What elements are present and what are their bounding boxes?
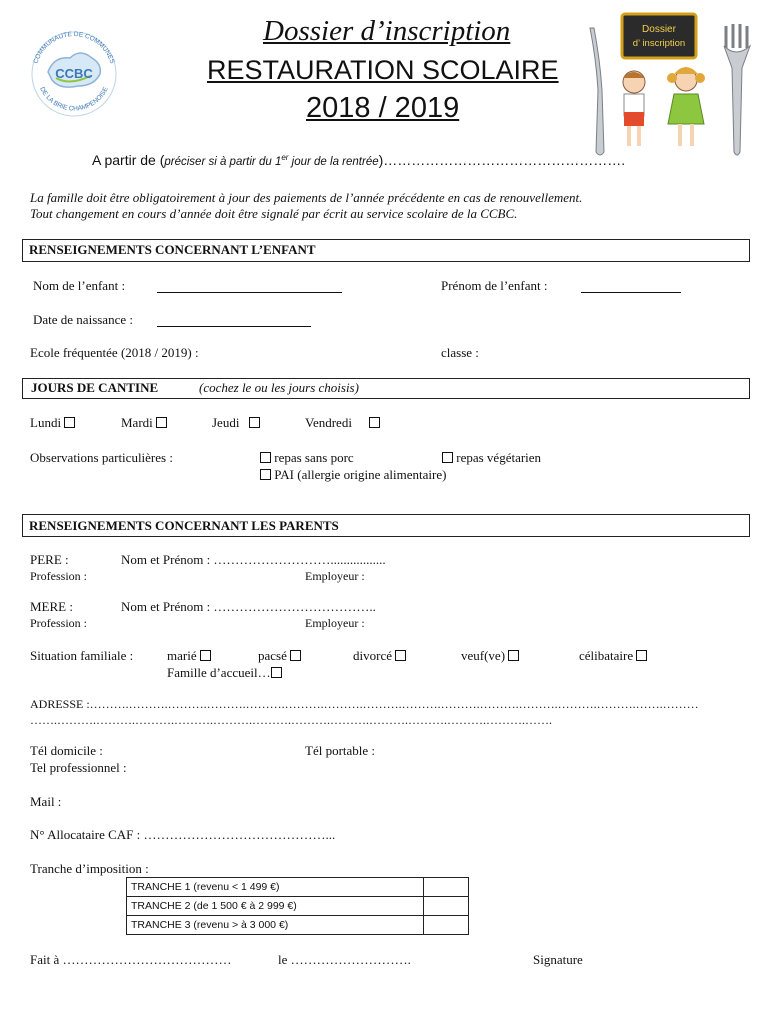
tranche-2-label: TRANCHE 2 (de 1 500 € à 2 999 €) <box>127 897 424 916</box>
badge-line1: Dossier <box>642 24 676 35</box>
situation-pacse-checkbox[interactable] <box>290 650 301 661</box>
caf-number-field[interactable]: N° Allocataire CAF : ……………………………………... <box>30 827 336 842</box>
mobile-phone-label: Tél portable : <box>305 743 376 758</box>
table-row <box>127 916 469 935</box>
opt-sans-porc: repas sans porc <box>260 450 354 466</box>
opt-vegetarien-checkbox[interactable] <box>442 452 453 463</box>
start-note: préciser si à partir du 1 <box>164 156 282 168</box>
mother-profession-label: Profession : <box>30 616 87 630</box>
situation-celibataire-checkbox[interactable] <box>636 650 647 661</box>
situation-divorce-checkbox[interactable] <box>395 650 406 661</box>
tax-bracket-label: Tranche d’imposition : <box>30 861 149 876</box>
situation-veuf-checkbox[interactable] <box>508 650 519 661</box>
mother-name-field[interactable]: Nom et Prénom : ……………………………….. <box>121 599 376 614</box>
cutlery-kids-illustration <box>578 8 758 160</box>
father-employer-label: Employeur : <box>305 569 365 583</box>
start-prefix: A partir de ( <box>92 152 165 168</box>
address-line-2[interactable]: …….……….……….……….……….……….……….……….……….……….……….……….……….……. <box>30 713 552 727</box>
child-firstname-label: Prénom de l’enfant : <box>441 278 548 293</box>
situation-divorce: divorcé <box>353 648 406 664</box>
child-class-label: classe : <box>441 345 479 360</box>
day-vendredi-checkbox[interactable] <box>369 417 380 428</box>
tranche-3-check[interactable] <box>424 916 469 935</box>
table-row <box>127 897 469 916</box>
signature-label: Signature <box>533 952 583 967</box>
father-label: PERE : <box>30 552 69 567</box>
cantine-section-header <box>22 378 750 399</box>
child-birthdate-field[interactable] <box>157 312 311 327</box>
opt-pai-checkbox[interactable] <box>260 469 271 480</box>
logo-center-text: CCBC <box>55 66 93 81</box>
situation-pacse: pacsé <box>258 648 301 664</box>
start-note-sup: er <box>281 153 289 163</box>
observations-label: Observations particulières : <box>30 450 173 465</box>
work-phone-label: Tel professionnel : <box>30 760 127 775</box>
day-lundi-checkbox[interactable] <box>64 417 75 428</box>
child-lastname-field[interactable] <box>157 278 342 293</box>
notice-line-2: Tout changement en cours d’année doit être signalé par écrit au service scolaire de la CCBC. <box>30 206 518 221</box>
situation-celibataire: célibataire <box>579 648 647 664</box>
situation-accueil: Famille d’accueil… <box>167 665 282 681</box>
tranche-1-check[interactable] <box>424 878 469 897</box>
badge-line2: d’ inscription <box>632 38 686 49</box>
father-profession-label: Profession : <box>30 569 87 583</box>
situation-accueil-checkbox[interactable] <box>271 667 282 678</box>
day-vendredi: Vendredi <box>305 415 380 431</box>
tranche-2-check[interactable] <box>424 897 469 916</box>
svg-text:DE LA BRIE CHAMPENOISE: DE LA BRIE CHAMPENOISE <box>38 85 110 113</box>
child-birthdate-label: Date de naissance : <box>33 312 133 327</box>
title-year: 2018 / 2019 <box>306 92 460 124</box>
title-script: Dossier d’inscription <box>263 15 511 47</box>
day-jeudi: Jeudi <box>212 415 260 431</box>
situation-veuf: veuf(ve) <box>461 648 519 664</box>
day-mardi-checkbox[interactable] <box>156 417 167 428</box>
svg-text:COMMUNAUTE DE COMMUNES: COMMUNAUTE DE COMMUNES <box>32 30 116 65</box>
situation-marie: marié <box>167 648 211 664</box>
parents-heading: RENSEIGNEMENTS CONCERNANT LES PARENTS <box>29 518 339 533</box>
mother-label: MERE : <box>30 599 73 614</box>
notice-line-1: La famille doit être obligatoirement à jour des paiements de l’année précédente en cas de renouvellement. <box>30 190 583 205</box>
opt-vegetarien: repas végétarien <box>442 450 541 466</box>
child-heading: RENSEIGNEMENTS CONCERNANT L’ENFANT <box>29 242 316 257</box>
mother-employer-label: Employeur : <box>305 616 365 630</box>
start-suffix: )……………………………………………. <box>378 152 626 168</box>
start-note-post: jour de la rentrée <box>288 156 379 168</box>
day-lundi: Lundi <box>30 415 75 431</box>
child-firstname-field[interactable] <box>581 278 681 293</box>
child-school-label: Ecole fréquentée (2018 / 2019) : <box>30 345 199 360</box>
date-field[interactable]: le ………………………. <box>278 952 411 967</box>
child-section-header <box>22 239 750 262</box>
mail-label: Mail : <box>30 794 62 809</box>
tranche-1-label: TRANCHE 1 (revenu < 1 499 €) <box>127 878 424 897</box>
father-name-field[interactable]: Nom et Prénom : ………………………................. <box>121 552 386 567</box>
day-mardi: Mardi <box>121 415 167 431</box>
start-date-line <box>92 152 625 168</box>
table-row <box>127 878 469 897</box>
parents-section-header <box>22 514 750 537</box>
cantine-heading: JOURS DE CANTINE <box>31 380 159 395</box>
family-situation-label: Situation familiale : <box>30 648 134 663</box>
opt-sans-porc-checkbox[interactable] <box>260 452 271 463</box>
tax-bracket-table <box>126 877 469 935</box>
place-field[interactable]: Fait à ………………………………… <box>30 952 232 967</box>
title-main: RESTAURATION SCOLAIRE <box>207 55 559 85</box>
day-jeudi-checkbox[interactable] <box>249 417 260 428</box>
child-lastname-label: Nom de l’enfant : <box>33 278 126 293</box>
tranche-3-label: TRANCHE 3 (revenu > à 3 000 €) <box>127 916 424 935</box>
cantine-heading-note: (cochez le ou les jours choisis) <box>199 380 359 395</box>
ccbc-logo <box>26 26 126 121</box>
home-phone-label: Tél domicile : <box>30 743 103 758</box>
situation-marie-checkbox[interactable] <box>200 650 211 661</box>
address-line-1[interactable]: ADRESSE :……….……….……….……….……….……….……….……….……….……….……….……….……….……….…….……… <box>30 697 699 711</box>
opt-pai: PAI (allergie origine alimentaire) <box>260 467 446 483</box>
